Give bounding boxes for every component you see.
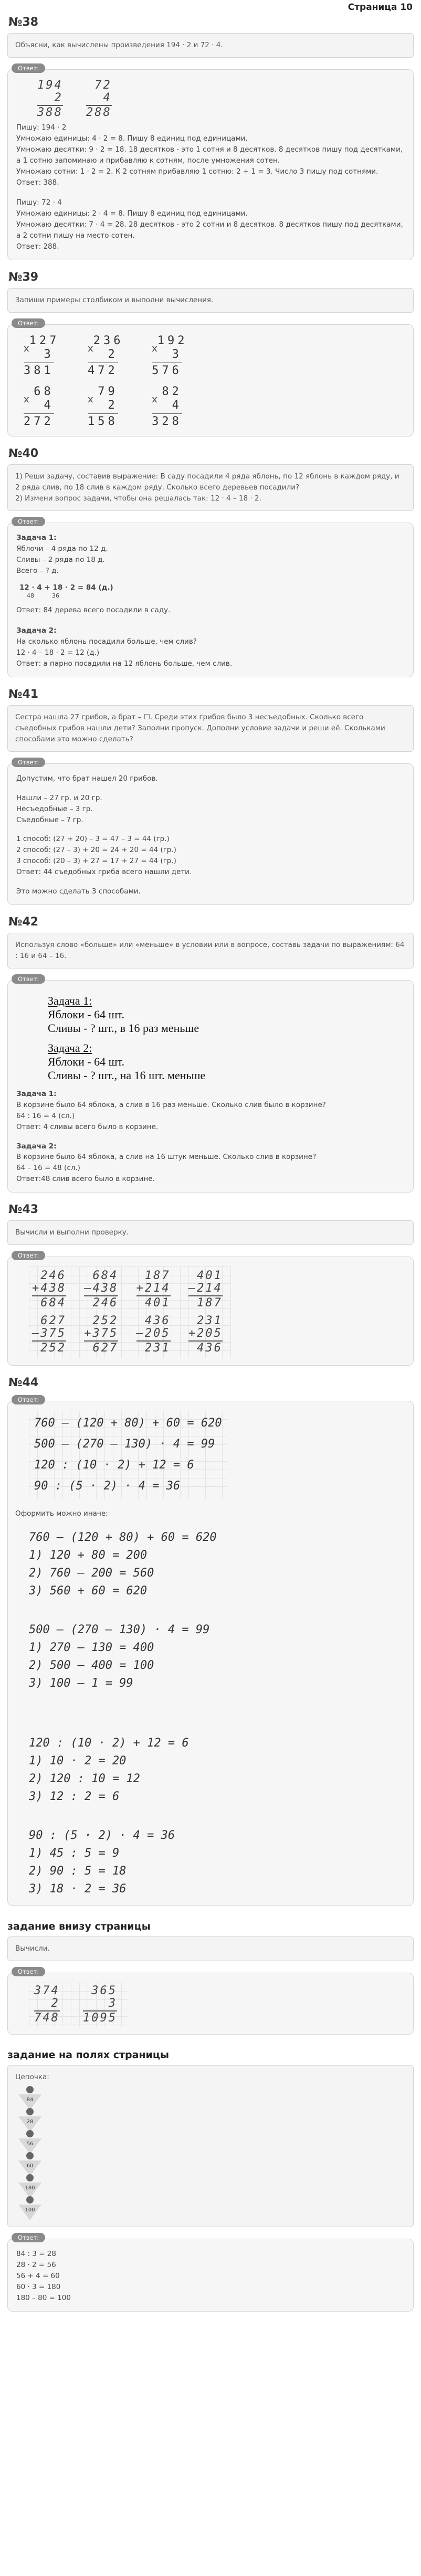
answer-line: 56 + 4 = 60 (16, 2271, 60, 2280)
answer-line: Умножаю десятки: 7 · 4 = 28. 28 десятков - это 2 сотни и 8 десятков. 8 десятков пишу под десятками, а 2 сотни пишу на место сотен. (16, 220, 403, 240)
answer-box (7, 1257, 414, 1366)
calc-result: 187 (197, 1296, 223, 1310)
op-sign: – (84, 1282, 93, 1295)
calc-operand: 127 (29, 334, 60, 347)
answer-block (7, 758, 414, 905)
problem-title: Задача 2: (16, 1142, 57, 1151)
answer-tag: Ответ: (12, 2233, 45, 2242)
calc-result: 748 (34, 2011, 60, 2025)
hw-line: 90 : (5 · 2) · 4 = 36 (29, 1829, 175, 1843)
answer-line: Умножаю десятки: 9 · 2 = 18. 18 десятков - это 1 сотня и 8 десятков. 8 десятков пишу под десятками, а 1 сотню запоминаю и прибавляю к сотням, после умножения сотен. (16, 145, 403, 165)
calc-operand: 2 (51, 1997, 60, 2010)
column-calc (188, 1270, 223, 1310)
answer-line: 1 способ: (27 + 20) – 3 = 47 – 3 = 44 (гр.) (16, 835, 170, 844)
calc-row (32, 1270, 228, 1310)
op-sign: + (136, 1282, 145, 1295)
answer-block (7, 975, 414, 1193)
answer-line: 60 · 3 = 180 (16, 2282, 61, 2291)
sub-note: 36 (52, 592, 59, 600)
spacer (16, 878, 405, 886)
answer-tag: Ответ: (12, 1395, 45, 1404)
answer-tag: Ответ: (12, 1967, 45, 1976)
answer-box (7, 523, 414, 677)
answer-text (16, 122, 405, 252)
multiply-sign: x (24, 393, 29, 405)
column-calc (86, 79, 112, 119)
answer-block (7, 517, 414, 677)
answer-line: Пишу: 72 · 4 (16, 198, 62, 207)
calc-result: 388 (37, 105, 63, 119)
calc-operand: 4 (44, 398, 54, 412)
chain-value: 180 (25, 2185, 35, 2191)
calc-result: 1095 (83, 2011, 118, 2025)
chain-value: 100 (25, 2207, 35, 2213)
task-text (7, 2065, 414, 2227)
hw-line: 3) 560 + 60 = 620 (29, 1584, 148, 1598)
calc-operand: 231 (197, 1314, 223, 1328)
answer-line: Сливы – 2 ряда по 18 д. (16, 555, 105, 564)
answer-block (7, 1252, 414, 1366)
calc-operand: 4 (172, 398, 182, 412)
answer-line: Несъедобные – 3 гр. (16, 804, 93, 813)
multiply-sign: x (88, 393, 93, 405)
task-text (7, 464, 414, 511)
task-number: №40 (8, 446, 39, 460)
column-calc (152, 385, 182, 429)
spacer (16, 1133, 405, 1141)
answer-line: 180 – 80 = 100 (16, 2293, 71, 2302)
calc-result: 381 (24, 364, 54, 377)
hw-line: 90 : (5 · 2) · 4 = 36 (34, 1479, 181, 1493)
hw-title: Задача 2: (48, 1041, 92, 1055)
spacer (16, 616, 405, 625)
hw-line: 2) 120 : 10 = 12 (29, 1772, 140, 1786)
calc-operand: 2 (54, 91, 63, 104)
answer-block (7, 2233, 414, 2312)
hw-line: 3) 12 : 2 = 6 (29, 1790, 120, 1804)
calc-result: 158 (88, 414, 118, 428)
calc-row (24, 334, 405, 378)
answer-line: На сколько яблонь посадили больше, чем слив? (16, 637, 197, 646)
chain-value: 60 (26, 2163, 34, 2169)
calc-result: 627 (92, 1342, 119, 1355)
answer-tag: Ответ: (12, 63, 45, 73)
calc-row (24, 385, 405, 429)
calc-result: 246 (92, 1296, 119, 1310)
spacer (16, 576, 405, 582)
calc-operand: 374 (34, 1984, 60, 1998)
answer-line: Умножаю единицы: 4 · 2 = 8. Пишу 8 единиц под единицами. (16, 134, 248, 143)
column-calc (188, 1315, 223, 1355)
sub-note: 48 (27, 592, 34, 600)
hw-line: 500 – (270 – 130) · 4 = 99 (34, 1438, 215, 1451)
answer-box (7, 1973, 414, 2035)
answer-text (16, 1089, 405, 1185)
hw-line: 1) 45 : 5 = 9 (29, 1847, 120, 1860)
hw-line: 500 – (270 – 130) · 4 = 99 (29, 1623, 210, 1637)
calc-operand: 68 (34, 385, 54, 398)
chain-node (26, 2152, 34, 2159)
spacer (16, 825, 405, 834)
problem-title: Задача 1: (16, 1089, 57, 1098)
calc-result: 436 (197, 1342, 223, 1355)
answer-line: 64 : 16 = 4 (сл.) (16, 1111, 75, 1120)
answer-line: Ответ: 288. (16, 242, 59, 251)
calc-result: 272 (24, 414, 54, 428)
hw-steps (29, 1529, 405, 1898)
spacer (29, 1806, 405, 1827)
calc-operand: 627 (40, 1314, 66, 1328)
op-sign: + (84, 1327, 93, 1340)
task-line: Цепочка: (15, 2073, 49, 2082)
problem-title: Задача 2: (16, 626, 57, 635)
calc-operand-b: 214 (197, 1282, 223, 1295)
answer-block (7, 1968, 414, 2035)
column-calc (152, 334, 188, 378)
op-sign: – (32, 1327, 41, 1340)
column-calc (24, 385, 54, 429)
calc-operand: 192 (157, 334, 188, 347)
answer-line: Ответ: 84 дерева всего посадили в саду. (16, 606, 171, 615)
column-calc (83, 1985, 117, 2025)
calc-operand: 401 (197, 1269, 223, 1283)
calc-operand: 3 (108, 1997, 118, 2010)
calc-rule (24, 413, 54, 414)
answer-line: Умножаю единицы: 2 · 4 = 8. Пишу 8 единиц под единицами. (16, 209, 248, 218)
multiply-sign: x (152, 393, 157, 405)
grid-area (29, 1266, 231, 1358)
hw-line: 760 – (120 + 80) + 60 = 620 (29, 1531, 217, 1545)
calc-operand: 246 (40, 1269, 66, 1283)
calc-operand: 194 (37, 78, 63, 92)
task-38 (7, 13, 414, 260)
calc-result: 231 (144, 1342, 171, 1355)
answer-tag: Ответ: (12, 974, 45, 984)
answer-line: 3 способ: (20 – 3) + 27 = 17 + 27 = 44 (гр.) (16, 857, 176, 866)
calc-operand-b: 438 (40, 1282, 66, 1295)
calc-result: 328 (152, 414, 182, 428)
calc-result: 472 (88, 364, 118, 377)
spacer (29, 1693, 405, 1734)
column-calc (84, 1270, 118, 1310)
chain-value: 56 (26, 2141, 34, 2147)
answer-line: Ответ: 388. (16, 178, 59, 187)
calc-operand: 3 (44, 347, 54, 361)
op-sign: + (188, 1327, 197, 1340)
caption: Оформить можно иначе: (15, 1509, 108, 1518)
hw-title: Задача 1: (48, 994, 92, 1007)
task-40 (7, 444, 414, 677)
calc-operand-b: 375 (92, 1327, 119, 1340)
calc-result: 576 (152, 364, 182, 377)
chain-node (26, 2108, 34, 2115)
answer-line: В корзине было 64 яблока, а слив на 16 штук меньше. Сколько слив в корзине? (16, 1153, 317, 1162)
calc-operand: 684 (92, 1269, 119, 1283)
column-calc (136, 1315, 171, 1355)
chain-node (26, 2086, 34, 2093)
handwritten-block (48, 994, 405, 1082)
calc-operand (32, 1327, 66, 1340)
task-42 (7, 912, 414, 1193)
calc-operand: 236 (93, 334, 124, 347)
answer-line: 28 · 2 = 56 (16, 2260, 56, 2269)
task-text: Вычисли и выполни проверку. (7, 1220, 414, 1245)
task-44 (7, 1373, 414, 1906)
answer-line: Ответ: а парно посадили на 12 яблонь больше, чем слив. (16, 659, 233, 668)
hw-line: 3) 18 · 2 = 36 (29, 1882, 127, 1896)
grid-area (29, 1983, 128, 2027)
calc-operand: 252 (92, 1314, 119, 1328)
chain-value: 28 (26, 2119, 34, 2125)
spacer (16, 784, 405, 793)
page-title: Страница 10 (348, 2, 413, 13)
calc-result: 401 (144, 1296, 171, 1310)
multiply-sign: x (24, 343, 29, 354)
problem-title: Задача 1: (16, 533, 57, 542)
answer-box (7, 1401, 414, 1906)
section-heading: задание на полях страницы (7, 2049, 170, 2061)
task-number: №41 (8, 687, 39, 701)
grid-area (29, 1411, 227, 1499)
answer-line: Пишу: 194 · 2 (16, 123, 67, 132)
hw-line: 1) 270 – 130 = 400 (29, 1641, 154, 1655)
calc-operand: 365 (91, 1984, 118, 1998)
column-calc (136, 1270, 171, 1310)
answer-line: Допустим, что брат нашел 20 грибов. (16, 774, 158, 783)
answer-line: Ответ: 44 съедобных гриба всего нашли дети. (16, 868, 192, 877)
calc-operand: 436 (144, 1314, 171, 1328)
op-sign: – (188, 1282, 197, 1295)
task-number: №38 (8, 16, 39, 29)
answer-box (7, 324, 414, 437)
op-sign: – (136, 1327, 145, 1340)
answer-line: В корзине было 64 яблока, а слив в 16 раз меньше. Сколько слив было в корзине? (16, 1100, 326, 1109)
answer-block (7, 319, 414, 437)
hw-line: 120 : (10 · 2) + 12 = 6 (34, 1459, 194, 1472)
calc-operand (136, 1282, 171, 1295)
calc-operand: 2 (108, 347, 118, 361)
answer-line: 64 – 16 = 48 (сл.) (16, 1164, 80, 1173)
hw-line: 2) 760 – 200 = 560 (29, 1567, 154, 1580)
calc-operand (84, 1327, 118, 1340)
column-calc (88, 385, 118, 429)
calc-operand-b: 205 (197, 1327, 223, 1340)
task-43 (7, 1200, 414, 1366)
task-41 (7, 685, 414, 905)
column-calc (37, 79, 63, 119)
task-text: Объясни, как вычислены произведения 194 · 2 и 72 · 4. (7, 33, 414, 58)
spacer (48, 1035, 405, 1041)
column-calc (88, 334, 124, 378)
spacer (29, 1600, 405, 1621)
hw-line: 760 – (120 + 80) + 60 = 620 (34, 1417, 222, 1430)
hw-line: 120 : (10 · 2) + 12 = 6 (29, 1737, 189, 1750)
calc-operand (136, 1327, 171, 1340)
task-line: 2) Измени вопрос задачи, чтобы она решалась так: 12 · 4 – 18 · 2. (15, 494, 261, 503)
column-calc (84, 1315, 118, 1355)
chain-diagram (18, 2086, 406, 2220)
answer-box (7, 763, 414, 905)
expression: 12 · 4 + 18 · 2 = 84 (д.) (19, 583, 113, 592)
calc-result: 684 (40, 1296, 66, 1310)
calc-rule (88, 413, 118, 414)
spacer (16, 599, 405, 605)
calc-operand (84, 1282, 118, 1295)
answer-line: 84 : 3 = 28 (16, 2249, 56, 2258)
task-number: №43 (8, 1203, 39, 1217)
section-heading: задание внизу страницы (7, 1921, 151, 1933)
hw-line: 2) 500 – 400 = 100 (29, 1659, 154, 1673)
multiply-sign: x (152, 343, 157, 354)
calc-rule (152, 413, 182, 414)
answer-box (7, 2239, 414, 2312)
hw-line: Сливы - ? шт., на 16 шт. меньше (48, 1068, 206, 1082)
task-text: Запиши примеры столбиком и выполни вычисления. (7, 288, 414, 313)
answer-line: Всего – ? д. (16, 566, 59, 575)
task-39 (7, 268, 414, 437)
task-text: Используя слово «больше» или «меньше» в условии или в вопросе, составь задачи по выражениям: 64 : 16 и 64 – 16. (7, 933, 414, 968)
calc-operand: 3 (172, 347, 182, 361)
calc-operand (188, 1282, 223, 1295)
calc-result: 288 (86, 105, 112, 119)
task-number: №44 (8, 1376, 39, 1390)
task-line: 1) Реши задачу, составив выражение: В саду посадили 4 ряда яблонь, по 12 яблонь в каждом ряду, и 2 ряда слив, по 18 слив в каждом ряду. Сколько всего деревьев посадили? (15, 472, 399, 492)
chain-value: 84 (26, 2096, 34, 2103)
answer-line: Яблочи – 4 ряда по 12 д. (16, 544, 108, 553)
column-calc (32, 1315, 66, 1355)
calc-operand-b: 214 (144, 1282, 171, 1295)
answer-block (7, 1396, 414, 1906)
hw-line: 1) 10 · 2 = 20 (29, 1754, 127, 1768)
column-calcs (16, 79, 405, 122)
spacer (16, 188, 405, 197)
calc-operand-b: 375 (40, 1327, 66, 1340)
chain-step (18, 2205, 41, 2220)
answer-line: 12 · 4 – 18 · 2 = 12 (д.) (16, 648, 100, 657)
calc-operand-b: 438 (92, 1282, 119, 1295)
task-text: Сестра нашла 27 грибов, а брат – ☐. Среди этих грибов было 3 несъедобных. Сколько всего съедобных грибов нашли дети? Заполни пропуск. Дополни условие задачи и реши её. Скольками способами это можно сделать? (7, 705, 414, 752)
chain-node (26, 2130, 34, 2137)
answer-box (7, 980, 414, 1193)
chain-node (26, 2196, 34, 2204)
answer-line: Это можно сделать 3 способами. (16, 887, 141, 896)
hw-line: Яблоки - 64 шт. (48, 1055, 124, 1068)
calc-result: 252 (40, 1342, 66, 1355)
answer-line: Ответ: 4 сливы всего было в корзине. (16, 1122, 159, 1131)
calc-operand: 187 (144, 1269, 171, 1283)
column-calc (34, 1985, 60, 2025)
calc-operand (188, 1327, 223, 1340)
hw-line: 1) 120 + 80 = 200 (29, 1549, 148, 1562)
calc-operand: 79 (98, 385, 118, 398)
calc-operand: 4 (103, 91, 112, 104)
calc-operand (32, 1282, 66, 1295)
answer-tag: Ответ: (12, 1251, 45, 1260)
hw-line: 2) 90 : 5 = 18 (29, 1865, 127, 1878)
calc-row (32, 1315, 228, 1355)
answer-tag: Ответ: (12, 318, 45, 328)
hw-line: Сливы - ? шт., в 16 раз меньше (48, 1021, 199, 1035)
sub-notes (27, 593, 405, 599)
answer-box (7, 69, 414, 260)
answer-line: Умножаю сотни: 1 · 2 = 2. К 2 сотням прибавляю 1 сотню: 2 + 1 = 3. Число 3 пишу под сотнями. (16, 167, 378, 176)
calc-operand-b: 205 (144, 1327, 171, 1340)
task-number: №42 (8, 916, 39, 929)
margin-task (7, 2049, 414, 2312)
answer-block (7, 64, 414, 260)
bottom-task (7, 1921, 414, 2035)
hw-line: Яблоки - 64 шт. (48, 1007, 124, 1021)
answer-tag: Ответ: (12, 758, 45, 767)
task-number: №39 (8, 271, 39, 284)
column-calc (24, 334, 60, 378)
op-sign: + (32, 1282, 41, 1295)
answer-line: 2 способ: (27 – 3) + 20 = 24 + 20 = 44 (гр.) (16, 846, 176, 855)
chain-node (26, 2174, 34, 2181)
task-text: Вычисли. (7, 1936, 414, 1961)
calc-operand: 72 (94, 78, 112, 92)
answer-tag: Ответ: (12, 517, 45, 526)
answer-line: Нашли – 27 гр. и 20 гр. (16, 793, 102, 802)
answer-line: Съедобные – ? гр. (16, 815, 83, 824)
multiply-sign: x (88, 343, 93, 354)
answer-line: Ответ:48 слив всего было в корзине. (16, 1175, 155, 1184)
calc-operand: 2 (108, 398, 118, 412)
hw-line: 3) 100 – 1 = 99 (29, 1677, 133, 1690)
calc-operand: 82 (162, 385, 182, 398)
column-calc (32, 1270, 66, 1310)
